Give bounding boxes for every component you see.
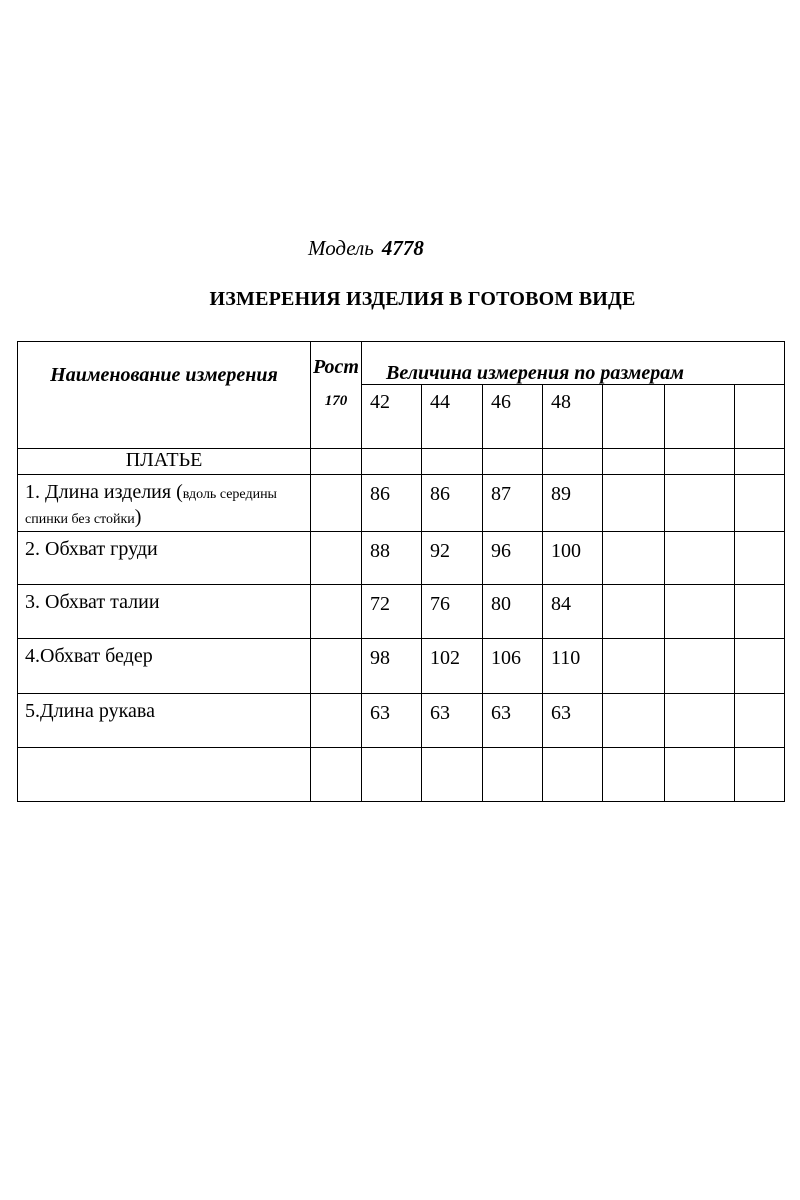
value-cell: 100: [543, 532, 603, 585]
measure-name: 3. Обхват талии: [18, 585, 311, 639]
height-value: 170: [324, 393, 348, 409]
value-cell: 63: [483, 694, 543, 748]
empty-cell: [362, 748, 422, 802]
empty-cell: [665, 385, 735, 449]
empty-cell: [665, 475, 735, 532]
empty-cell: [735, 532, 785, 585]
value-cell: 106: [483, 639, 543, 694]
empty-cell: [665, 639, 735, 694]
empty-cell: [483, 449, 543, 475]
value-cell: 98: [362, 639, 422, 694]
height-cell: [311, 694, 362, 748]
empty-cell: [603, 694, 665, 748]
value-cell: 87: [483, 475, 543, 532]
empty-cell: [311, 449, 362, 475]
page-title: ИЗМЕРЕНИЯ ИЗДЕЛИЯ В ГОТОВОМ ВИДЕ: [209, 288, 636, 310]
table-row: [18, 639, 785, 694]
empty-cell: [603, 532, 665, 585]
height-cell: [311, 585, 362, 639]
col-sizes-header: Величина измерения по размерам: [362, 342, 785, 385]
empty-cell: [665, 449, 735, 475]
section-label: ПЛАТЬЕ: [18, 449, 311, 475]
value-cell: 63: [543, 694, 603, 748]
height-cell: [311, 532, 362, 585]
empty-cell: [603, 585, 665, 639]
empty-cell: [603, 475, 665, 532]
empty-cell: [665, 532, 735, 585]
value-cell: 63: [362, 694, 422, 748]
size-header: 42: [362, 385, 422, 449]
empty-cell: [483, 748, 543, 802]
empty-cell: [735, 585, 785, 639]
col-name-header: Наименование измерения: [18, 342, 311, 449]
size-header: 44: [422, 385, 483, 449]
empty-cell: [543, 449, 603, 475]
empty-cell: [735, 694, 785, 748]
value-cell: 96: [483, 532, 543, 585]
value-cell: 63: [422, 694, 483, 748]
model-number: 4778: [381, 236, 424, 260]
empty-cell: [665, 748, 735, 802]
empty-cell: [543, 748, 603, 802]
value-cell: 92: [422, 532, 483, 585]
value-cell: 80: [483, 585, 543, 639]
value-cell: 88: [362, 532, 422, 585]
empty-cell: [603, 639, 665, 694]
empty-cell: [665, 694, 735, 748]
empty-cell: [735, 449, 785, 475]
empty-cell: [735, 475, 785, 532]
model-label: Модель: [308, 236, 374, 260]
value-cell: 76: [422, 585, 483, 639]
size-header: 46: [483, 385, 543, 449]
height-label: Рост: [313, 356, 359, 378]
empty-cell: [665, 585, 735, 639]
height-cell: [311, 639, 362, 694]
measurements-table: [17, 341, 785, 802]
empty-cell: [735, 748, 785, 802]
empty-cell: [422, 748, 483, 802]
table-row: [18, 748, 785, 802]
measure-name-note: вдоль середины спинки без стойки: [25, 487, 277, 527]
model-line: [308, 236, 424, 261]
value-cell: 110: [543, 639, 603, 694]
value-cell: 72: [362, 585, 422, 639]
size-header: 48: [543, 385, 603, 449]
empty-cell: [311, 748, 362, 802]
measure-name: 5.Длина рукава: [18, 694, 311, 748]
value-cell: 86: [362, 475, 422, 532]
measure-name-main: 1. Длина изделия (: [25, 481, 183, 503]
empty-cell: [362, 449, 422, 475]
value-cell: 86: [422, 475, 483, 532]
table-row: [18, 585, 785, 639]
value-cell: 89: [543, 475, 603, 532]
empty-cell: [18, 748, 311, 802]
empty-cell: [603, 748, 665, 802]
height-cell: [311, 475, 362, 532]
measure-name: [18, 475, 311, 532]
empty-cell: [735, 639, 785, 694]
measure-name-end: ): [134, 506, 142, 528]
value-cell: 102: [422, 639, 483, 694]
empty-cell: [422, 449, 483, 475]
empty-cell: [603, 449, 665, 475]
empty-cell: [603, 385, 665, 449]
table-row: [18, 532, 785, 585]
measure-name: 4.Обхват бедер: [18, 639, 311, 694]
measure-name: 2. Обхват груди: [18, 532, 311, 585]
table-row: [18, 475, 785, 532]
table-row: [18, 694, 785, 748]
col-height-header: [311, 342, 362, 449]
empty-cell: [735, 385, 785, 449]
value-cell: 84: [543, 585, 603, 639]
